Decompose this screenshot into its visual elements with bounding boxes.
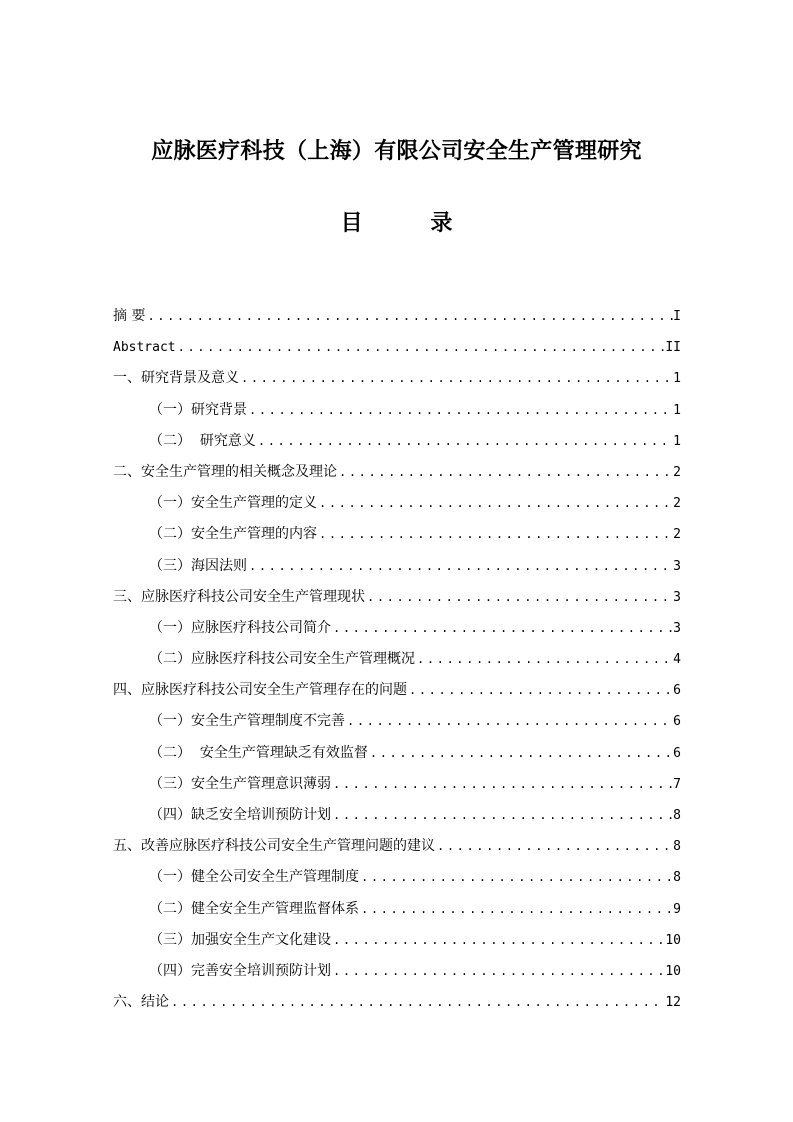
toc-entry-page: 1 [673, 402, 681, 418]
toc-entry-page: I [673, 309, 681, 324]
toc-entry-page: 10 [665, 932, 681, 948]
toc-entry-page: 9 [673, 901, 681, 917]
toc-entry-section-1-2[interactable] [113, 426, 681, 457]
toc-entry-section-5-2[interactable] [113, 894, 681, 925]
toc-entry-section-3-1[interactable] [113, 613, 681, 644]
toc-leader-dots [331, 956, 665, 987]
toc-entry-label: 三、应脉医疗科技公司安全生产管理现状 [113, 588, 365, 605]
toc-entry-page: 8 [673, 839, 681, 855]
toc-entry-section-2-2[interactable] [113, 519, 681, 550]
toc-leader-dots [239, 363, 673, 394]
toc-entry-section-3-2[interactable] [113, 644, 681, 675]
toc-entry-page: 3 [673, 589, 681, 605]
toc-entry-page: 2 [673, 496, 681, 512]
toc-leader-dots [331, 800, 673, 831]
toc-entry-label: （一）研究背景 [149, 401, 247, 418]
toc-leader-dots [317, 519, 673, 550]
toc-entry-abstract-en[interactable] [113, 332, 681, 363]
document-title: 应脉医疗科技（上海）有限公司安全生产管理研究 [151, 139, 642, 164]
toc-leader-dots [337, 457, 673, 488]
toc-entry-page: 2 [673, 464, 681, 480]
toc-heading: 目 录 [340, 211, 483, 236]
toc-entry-label: （一）安全生产管理制度不完善 [149, 713, 345, 730]
toc-entry-chapter-1[interactable] [113, 363, 681, 394]
toc-leader-dots [256, 426, 673, 457]
toc-entry-label: （二） 研究意义 [149, 432, 256, 449]
toc-entry-chapter-6[interactable] [113, 987, 681, 1018]
toc-leader-dots [359, 862, 673, 893]
toc-leader-dots [415, 644, 673, 675]
toc-entry-page: 4 [673, 652, 681, 668]
toc-leader-dots [247, 395, 673, 426]
toc-leader-dots [169, 987, 665, 1018]
toc-leader-dots [145, 301, 673, 332]
toc-entry-label: （三）加强安全生产文化建设 [149, 931, 331, 948]
toc-entry-label: 四、应脉医疗科技公司安全生产管理存在的问题 [113, 682, 407, 699]
toc-entry-section-4-3[interactable] [113, 769, 681, 800]
toc-entry-page: 6 [673, 714, 681, 730]
toc-entry-page: II [665, 340, 681, 356]
toc-leader-dots [247, 551, 673, 582]
toc-entry-label: （四）缺乏安全培训预防计划 [149, 807, 331, 823]
toc-entry-section-4-2[interactable] [113, 738, 681, 769]
toc-entry-label: （二）健全安全生产管理监督体系 [149, 900, 359, 917]
toc-entry-label: （二） 安全生产管理缺乏有效监督 [149, 744, 368, 761]
toc-entry-page: 8 [673, 808, 681, 823]
toc-entry-label: 二、安全生产管理的相关概念及理论 [113, 463, 337, 480]
toc-leader-dots [176, 332, 666, 363]
toc-entry-page: 3 [673, 620, 681, 636]
toc-entry-label: （三）安全生产管理意识薄弱 [149, 775, 331, 792]
toc-entry-page: 6 [673, 745, 681, 761]
table-of-contents [113, 301, 681, 1018]
toc-entry-page: 2 [673, 527, 681, 543]
toc-entry-page: 12 [665, 995, 681, 1011]
toc-entry-section-5-1[interactable] [113, 862, 681, 893]
toc-entry-page: 10 [665, 963, 681, 979]
toc-leader-dots [359, 894, 673, 925]
toc-leader-dots [331, 613, 673, 644]
toc-entry-section-1-1[interactable] [113, 395, 681, 426]
toc-entry-label: 一、研究背景及意义 [113, 370, 239, 387]
toc-entry-chapter-5[interactable] [113, 831, 681, 862]
toc-leader-dots [435, 831, 673, 862]
toc-entry-page: 6 [673, 683, 681, 699]
toc-entry-label: （一）应脉医疗科技公司简介 [149, 619, 331, 636]
toc-entry-label: （三）海因法则 [149, 557, 247, 574]
toc-entry-chapter-4[interactable] [113, 675, 681, 706]
toc-entry-section-4-1[interactable] [113, 706, 681, 737]
toc-entry-page: 3 [673, 558, 681, 574]
toc-entry-page: 8 [673, 870, 681, 886]
toc-entry-label: （一）健全公司安全生产管理制度 [149, 869, 359, 886]
toc-entry-section-5-3[interactable] [113, 925, 681, 956]
toc-entry-label: （二）应脉医疗科技公司安全生产管理概况 [149, 651, 415, 668]
toc-entry-page: 7 [673, 776, 681, 792]
toc-entry-section-5-4[interactable] [113, 956, 681, 987]
toc-entry-section-2-3[interactable] [113, 551, 681, 582]
toc-leader-dots [331, 925, 665, 956]
toc-entry-chapter-3[interactable] [113, 582, 681, 613]
toc-entry-label: 摘 要 [113, 308, 146, 324]
toc-entry-chapter-2[interactable] [113, 457, 681, 488]
toc-leader-dots [407, 675, 673, 706]
toc-entry-label: （四）完善安全培训预防计划 [149, 962, 331, 979]
toc-entry-abstract-cn[interactable] [113, 301, 681, 332]
toc-leader-dots [331, 769, 673, 800]
toc-entry-label: （二）安全生产管理的内容 [149, 526, 317, 543]
toc-leader-dots [345, 706, 673, 737]
toc-entry-label: Abstract [113, 340, 176, 356]
toc-entry-section-4-4[interactable] [113, 800, 681, 831]
toc-leader-dots [365, 582, 673, 613]
toc-entry-section-2-1[interactable] [113, 488, 681, 519]
toc-entry-page: 1 [673, 371, 681, 387]
toc-entry-page: 1 [673, 433, 681, 449]
toc-entry-label: 六、结论 [113, 994, 169, 1011]
toc-leader-dots [317, 488, 673, 519]
toc-leader-dots [368, 738, 673, 769]
toc-entry-label: 五、改善应脉医疗科技公司安全生产管理问题的建议 [113, 838, 435, 855]
toc-entry-label: （一）安全生产管理的定义 [149, 495, 317, 512]
